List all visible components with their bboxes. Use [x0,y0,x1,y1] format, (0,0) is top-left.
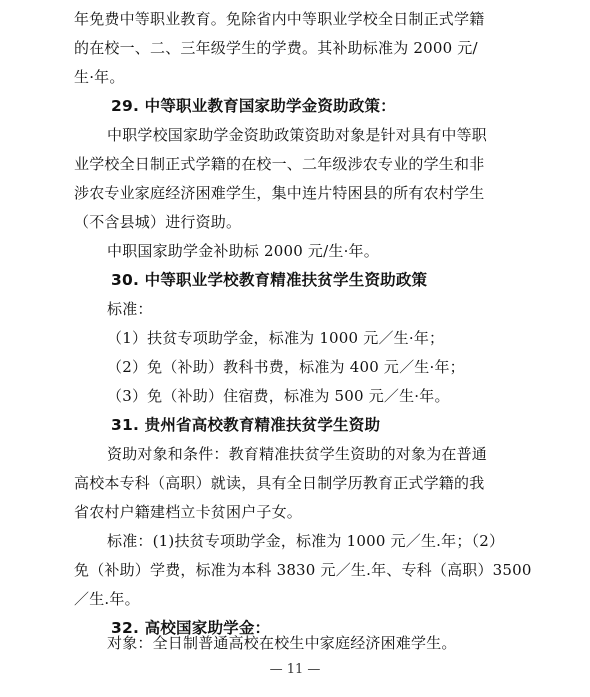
body-text-line: 资助对象和条件：教育精准扶贫学生资助的对象为在普通 [107,445,488,463]
body-text-line: （不含县城）进行资助。 [74,213,242,231]
body-text-line: 业学校全日制正式学籍的在校一、二年级涉农专业的学生和非 [74,155,485,173]
section-heading-32: 32. 高校国家助学金： [111,619,271,637]
body-text-line: （2）免（补助）教科书费，标准为 400 元／生·年； [107,358,465,376]
body-text-line: 中职学校国家助学金资助政策资助对象是针对具有中等职 [107,126,488,144]
body-text-line: 涉农专业家庭经济困难学生，集中连片特困县的所有农村学生 [74,184,485,202]
body-text-line: 省农村户籍建档立卡贫困户子女。 [74,503,303,521]
body-text-line: 年免费中等职业教育。免除省内中等职业学校全日制正式学籍 [74,10,485,28]
body-text-line: 标准：(1)扶贫专项助学金，标准为 1000 元／生.年；（2） [107,532,505,550]
body-text-line: 对象：全日制普通高校在校生中家庭经济困难学生。 [107,634,457,652]
body-text-line: 的在校一、二、三年级学生的学费。其补助标准为 2000 元/ [74,39,478,57]
body-text-line: （1）扶贫专项助学金，标准为 1000 元／生·年； [107,329,445,347]
body-text-line: 中职国家助学金补助标 2000 元/生·年。 [107,242,379,260]
body-text-line: 高校本专科（高职）就读，具有全日制学历教育正式学籍的我 [74,474,485,492]
body-text-line: （3）免（补助）住宿费，标准为 500 元／生·年。 [107,387,450,405]
section-heading-29: 29. 中等职业教育国家助学金资助政策： [111,97,396,115]
section-heading-30: 30. 中等职业学校教育精准扶贫学生资助政策 [111,271,428,289]
body-text-line: 标准： [107,300,153,318]
page-number: — 11 — [269,662,321,677]
body-text-line: 免（补助）学费，标准为本科 3830 元／生.年、专科（高职）3500 [74,561,532,579]
body-text-line: 生·年。 [74,68,125,86]
section-heading-31: 31. 贵州省高校教育精准扶贫学生资助 [111,416,381,434]
body-text-line: ／生.年。 [74,590,140,608]
